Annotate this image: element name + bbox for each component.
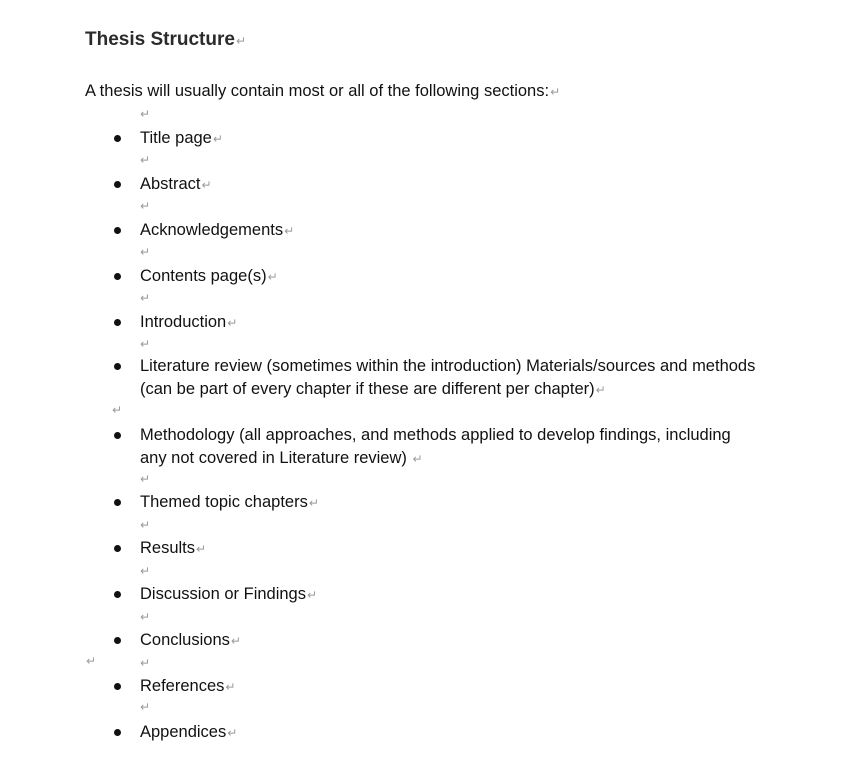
paragraph-mark-icon: ↵: [227, 316, 238, 330]
paragraph-mark-icon: ↵: [308, 496, 319, 510]
paragraph-mark-icon: ↵: [306, 588, 318, 602]
list-item-text: Title page↵: [140, 129, 223, 147]
paragraph-mark-icon: ↵: [196, 542, 207, 556]
document-title: Thesis Structure↵: [85, 29, 246, 50]
paragraph-mark-icon: ↵: [140, 700, 151, 714]
list-item-text: Themed topic chapters↵: [140, 493, 319, 511]
paragraph-mark-icon: ↵: [140, 245, 151, 259]
paragraph-mark-icon: ↵: [140, 610, 151, 624]
list-item-text: Results↵: [140, 539, 207, 557]
bullet-icon: [114, 181, 121, 188]
list-item-text: Introduction↵: [140, 313, 238, 331]
paragraph-mark-icon: ↵: [235, 34, 246, 48]
list-item-text: Abstract↵: [140, 175, 212, 193]
list-item-text: Acknowledgements↵: [140, 221, 295, 239]
paragraph-mark-icon: ↵: [225, 680, 236, 694]
paragraph-mark-icon: ↵: [140, 564, 151, 578]
list-item-text: Methodology (all approaches, and methods applied to develop findings, including any not covered in Literature review) ↵: [140, 426, 731, 467]
paragraph-mark-icon: ↵: [140, 199, 151, 213]
bullet-icon: [114, 729, 121, 736]
list-item-text: Conclusions↵: [140, 631, 241, 649]
paragraph-mark-icon: ↵: [550, 85, 561, 99]
bullet-icon: [114, 135, 121, 142]
bullet-icon: [114, 227, 121, 234]
bullet-icon: [114, 499, 121, 506]
paragraph-mark-icon: ↵: [230, 634, 241, 648]
paragraph-mark-icon: ↵: [595, 382, 606, 397]
paragraph-mark-icon: ↵: [86, 654, 97, 668]
bullet-icon: [114, 637, 121, 644]
bullet-icon: [114, 273, 121, 280]
list-item-text: References↵: [140, 677, 236, 695]
list-item-text: Literature review (sometimes within the introduction) Materials/sources and methods (can be part of every chapter if these are different per chapter)↵: [140, 357, 756, 398]
paragraph-mark-icon: ↵: [412, 451, 423, 466]
bullet-icon: [114, 683, 121, 690]
bullet-icon: [114, 545, 121, 552]
paragraph-mark-icon: ↵: [227, 726, 238, 740]
paragraph-mark-icon: ↵: [140, 107, 151, 121]
list-item-text: Appendices↵: [140, 723, 238, 741]
paragraph-mark-icon: ↵: [140, 656, 151, 670]
list-item-text: Discussion or Findings↵: [140, 585, 318, 603]
list-item-text: Contents page(s)↵: [140, 267, 278, 285]
bullet-icon: [114, 319, 121, 326]
paragraph-mark-icon: ↵: [140, 337, 151, 351]
bullet-icon: [114, 591, 121, 598]
paragraph-mark-icon: ↵: [267, 270, 278, 284]
paragraph-mark-icon: ↵: [140, 472, 151, 486]
bullet-icon: [114, 432, 121, 439]
bullet-icon: [114, 363, 121, 370]
paragraph-mark-icon: ↵: [112, 403, 123, 417]
paragraph-mark-icon: ↵: [140, 153, 151, 167]
paragraph-mark-icon: ↵: [140, 291, 151, 305]
paragraph-mark-icon: ↵: [284, 224, 295, 238]
paragraph-mark-icon: ↵: [201, 178, 212, 192]
paragraph-mark-icon: ↵: [140, 518, 151, 532]
paragraph-mark-icon: ↵: [212, 132, 223, 146]
intro-paragraph: A thesis will usually contain most or all of the following sections:↵: [85, 82, 561, 100]
